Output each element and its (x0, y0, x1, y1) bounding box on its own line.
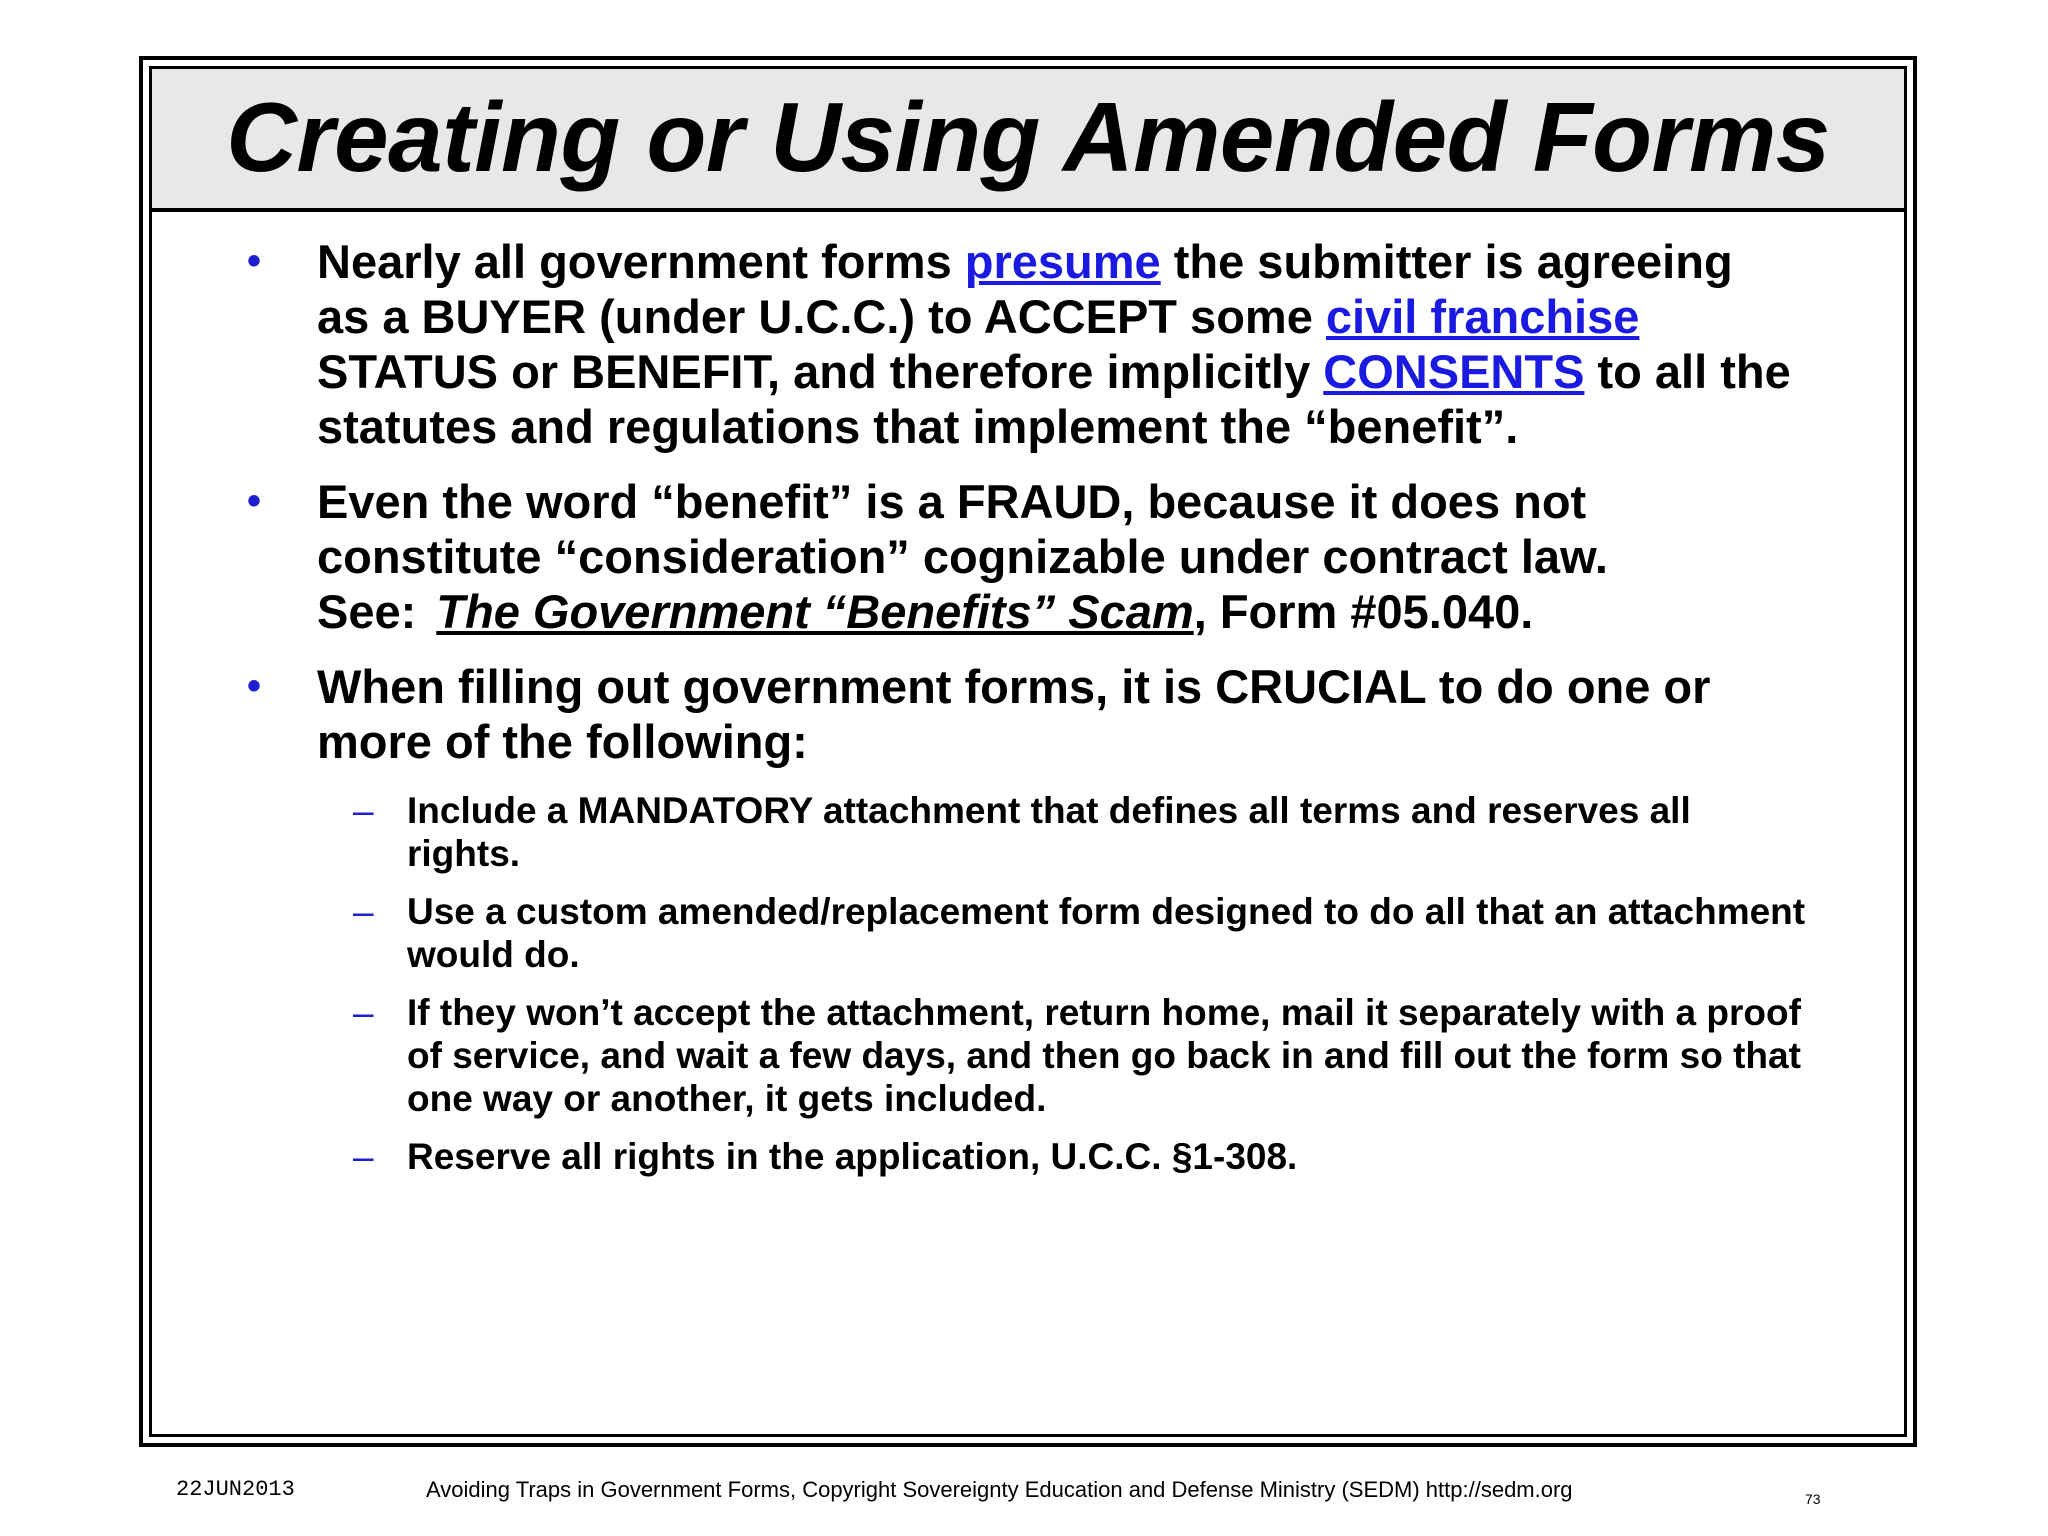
sub-bullet-item (353, 890, 1807, 976)
bullet-dot-icon: • (247, 479, 262, 523)
sub-bullet-text: Include a MANDATORY attachment that defines all terms and reserves all rights. (407, 790, 1691, 874)
sub-bullet-text: Reserve all rights in the application, U.C.C. §1-308. (407, 1136, 1298, 1177)
bullet-text: , Form #05.040. (1193, 585, 1534, 638)
slide-frame (139, 56, 1917, 1447)
footer-date: 22JUN2013 (176, 1477, 295, 1502)
sub-bullet-list (152, 789, 1904, 1178)
bullet-item (247, 474, 1797, 639)
dash-icon: – (353, 891, 374, 932)
page-number: 73 (1805, 1491, 1821, 1507)
bullet-text: Nearly all government forms (317, 235, 965, 288)
referenced-document-title: The Government “Benefits” Scam (436, 585, 1194, 638)
bullet-text: to all the statutes and regulations that implement the “benefit”. (317, 345, 1791, 453)
bullet-text: STATUS or BENEFIT, and therefore implicitly (317, 345, 1324, 398)
sub-bullet-item (353, 991, 1807, 1120)
slide-title: Creating or Using Amended Forms (226, 82, 1830, 192)
civil-franchise-link[interactable]: civil franchise (1325, 290, 1640, 343)
title-bar (152, 69, 1904, 212)
sub-bullet-item (353, 1135, 1807, 1178)
bullet-dot-icon: • (247, 239, 262, 283)
sub-bullet-text: Use a custom amended/replacement form designed to do all that an attachment would do. (407, 891, 1806, 975)
dash-icon: – (353, 1136, 374, 1177)
sub-bullet-item (353, 789, 1807, 875)
bullet-text: the submitter is agreeing as a BUYER (under U.C.C.) to ACCEPT some (317, 235, 1733, 343)
bullet-text: Even the word “benefit” is a FRAUD, because it does not constitute “consideration” cognizable under contract law. See: (317, 475, 1608, 638)
slide-content (152, 234, 1904, 1193)
footer-copyright: Avoiding Traps in Government Forms, Copyright Sovereignty Education and Defense Ministry (SEDM) http://sedm.org (426, 1477, 1573, 1502)
presume-link[interactable]: presume (964, 235, 1161, 288)
sub-bullet-text: If they won’t accept the attachment, return home, mail it separately with a proof of service, and wait a few days, and then go back in and fill out the form so that one way or another, it gets included. (407, 992, 1801, 1119)
bullet-text: When filling out government forms, it is CRUCIAL to do one or more of the following: (317, 660, 1711, 768)
consents-link[interactable]: CONSENTS (1323, 345, 1585, 398)
bullet-dot-icon: • (247, 664, 262, 708)
dash-icon: – (353, 790, 374, 831)
bullet-item (247, 659, 1797, 769)
slide-panel (149, 66, 1907, 1437)
dash-icon: – (353, 992, 374, 1033)
bullet-item (247, 234, 1797, 454)
